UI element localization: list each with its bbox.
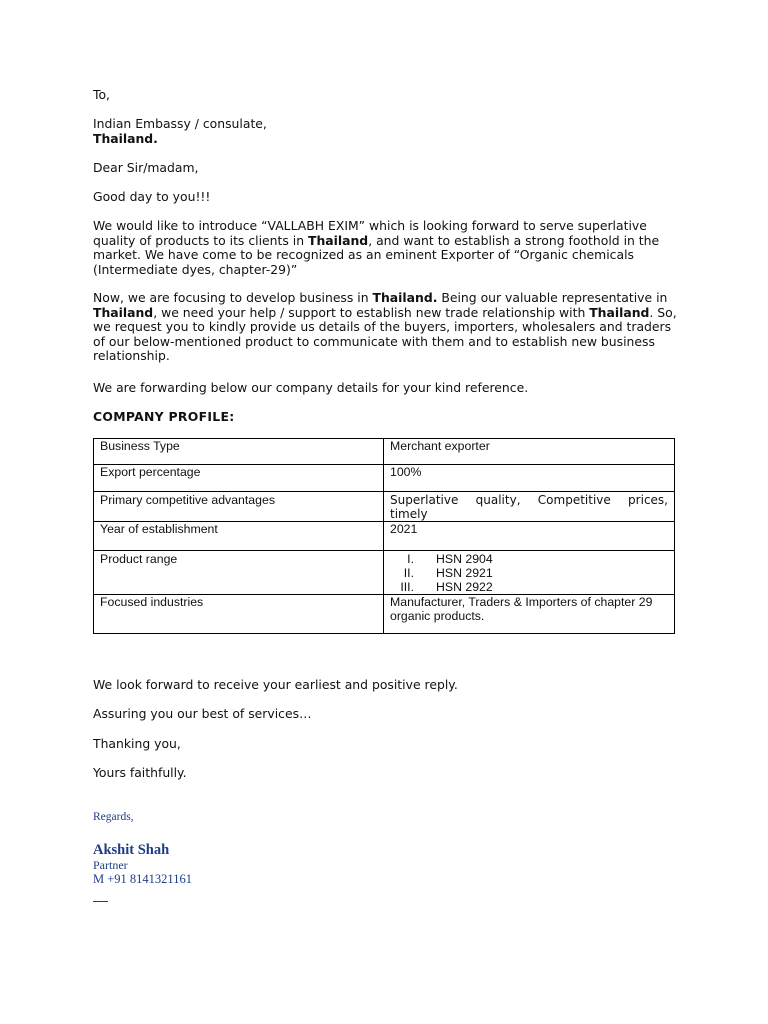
product-range-list (390, 552, 668, 594)
intro-paragraph: We would like to introduce “VALLABH EXIM” which is looking forward to serve superlative quality of products to its clients in Thailand, and want to establish a strong foothold in the market. We have come to be recognized as an eminent Exporter of “Organic chemicals (Intermediate dyes, chapter-29)” (93, 218, 660, 277)
business-type-value: Merchant exporter (384, 439, 675, 465)
table-row (94, 465, 675, 492)
focus-paragraph: Now, we are focusing to develop business in Thailand. Being our valuable representative in Thailand, we need your help / support to establish new trade relationship with Thailand. So, we request you to kindly provide us details of the buyers, importers, wholesalers and traders of our below-mentioned product to communicate with them and to establish new business relationship. (93, 290, 677, 364)
signature-divider (93, 901, 108, 902)
closing-line: We look forward to receive your earliest and positive reply. (93, 677, 458, 692)
company-profile-table (93, 438, 675, 634)
table-row (94, 551, 675, 595)
table-row (94, 492, 675, 522)
table-row (94, 439, 675, 465)
year-value: 2021 (384, 522, 675, 551)
recipient-line: Indian Embassy / consulate, (93, 116, 267, 131)
closing-line: Yours faithfully. (93, 765, 187, 780)
export-percentage-value: 100% (384, 465, 675, 492)
good-day-line: Good day to you!!! (93, 189, 211, 204)
product-range-label: Product range (94, 551, 384, 595)
recipient-country: Thailand. (93, 131, 158, 146)
table-row (94, 522, 675, 551)
advantages-label: Primary competitive advantages (94, 492, 384, 522)
table-row (94, 595, 675, 634)
year-label: Year of establishment (94, 522, 384, 551)
forwarding-line: We are forwarding below our company details for your kind reference. (93, 380, 529, 395)
closing-line: Thanking you, (93, 736, 181, 751)
advantages-line: timely (390, 507, 428, 521)
advantages-value (384, 492, 675, 522)
closing-line: Assuring you our best of services… (93, 706, 312, 721)
industries-label: Focused industries (94, 595, 384, 634)
advantages-line: Superlative quality, Competitive prices, (390, 493, 668, 507)
signature-phone: M +91 8141321161 (93, 872, 192, 886)
industries-value: Manufacturer, Traders & Importers of chapter 29 organic products. (384, 595, 675, 634)
greeting: Dear Sir/madam, (93, 160, 199, 175)
business-type-label: Business Type (94, 439, 384, 465)
list-item: III. HSN 2922 (400, 580, 493, 594)
signature-title: Partner (93, 858, 128, 872)
signature-name: Akshit Shah (93, 842, 170, 858)
company-profile-heading: COMPANY PROFILE: (93, 409, 235, 424)
product-range-value (384, 551, 675, 595)
list-item: II. HSN 2921 (403, 566, 493, 580)
signature-regards: Regards, (93, 811, 134, 823)
salutation-to: To, (93, 87, 110, 102)
export-percentage-label: Export percentage (94, 465, 384, 492)
list-item: I. HSN 2904 (407, 552, 493, 566)
